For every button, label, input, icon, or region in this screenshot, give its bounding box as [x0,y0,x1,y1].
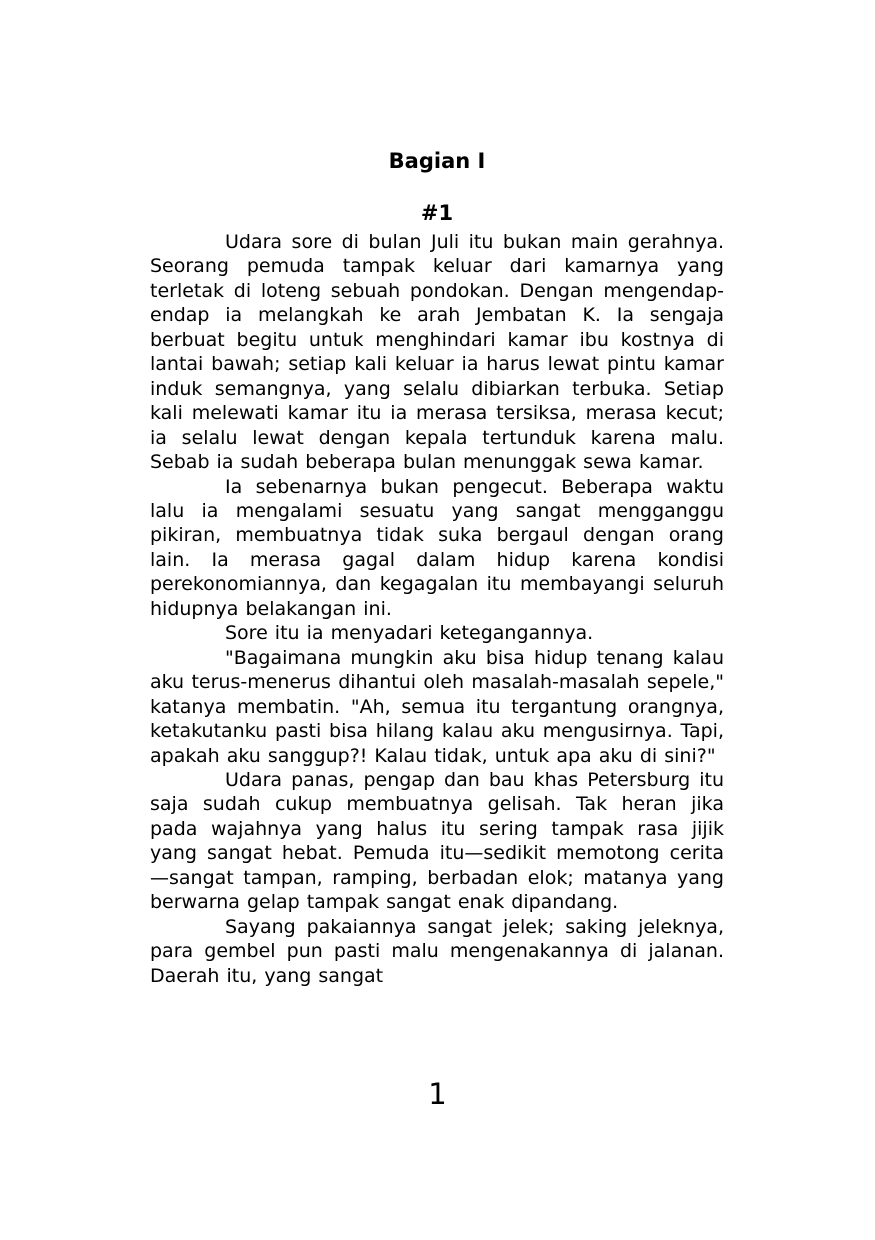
paragraph-5: Udara panas, pengap dan bau khas Petersburg itu saja sudah cukup membuatnya gelisah. Tak heran jika pada wajahnya yang halus itu sering tampak rasa jijik yang sangat hebat. Pemuda itu—sedikit memotong cerita—sangat tampan, ramping, berbadan elok; matanya yang berwarna gelap tampak sangat enak dipandang. [150,768,724,914]
paragraph-3: Sore itu ia menyadari ketegangannya. [225,622,594,645]
paragraph-4: "Bagaimana mungkin aku bisa hidup tenang kalau aku terus-menerus dihantui oleh masalah-masalah sepele," katanya membatin. "Ah, semua itu tergantung orangnya, ketakutanku pasti bisa hilang kalau aku mengusirnya. Tapi, apakah aku sanggup?! Kalau tidak, untuk apa aku di sini?" [150,646,724,767]
page-number: 1 [428,1077,447,1111]
page-content [150,149,724,988]
paragraph-2: Ia sebenarnya bukan pengecut. Beberapa waktu lalu ia mengalami sesuatu yang sangat mengganggu pikiran, membuatnya tidak suka bergaul dengan orang lain. Ia merasa gagal dalam hidup karena kondisi perekonomiannya, dan kegagalan itu membayangi seluruh hidupnya belakangan ini. [150,475,724,620]
page-body [150,230,724,988]
part-heading: Bagian I [388,149,486,173]
paragraph-6: Sayang pakaiannya sangat jelek; saking jeleknya, para gembel pun pasti malu mengenakannya di jalanan. Daerah itu, yang sangat [150,915,724,987]
paragraph-1: Udara sore di bulan Juli itu bukan main gerahnya. Seorang pemuda tampak keluar dari kamarnya yang terletak di loteng sebuah pondokan. Dengan mengendap-endap ia melangkah ke arah Jembatan K. Ia sengaja berbuat begitu untuk menghindari kamar ibu kostnya di lantai bawah; setiap kali keluar ia harus lewat pintu kamar induk semangnya, yang selalu dibiarkan terbuka. Setiap kali melewati kamar itu ia merasa tersiksa, merasa kecut; ia selalu lewat dengan kepala tertunduk karena malu. Sebab ia sudah beberapa bulan menunggak sewa kamar. [150,231,724,474]
chapter-heading: #1 [420,201,454,225]
